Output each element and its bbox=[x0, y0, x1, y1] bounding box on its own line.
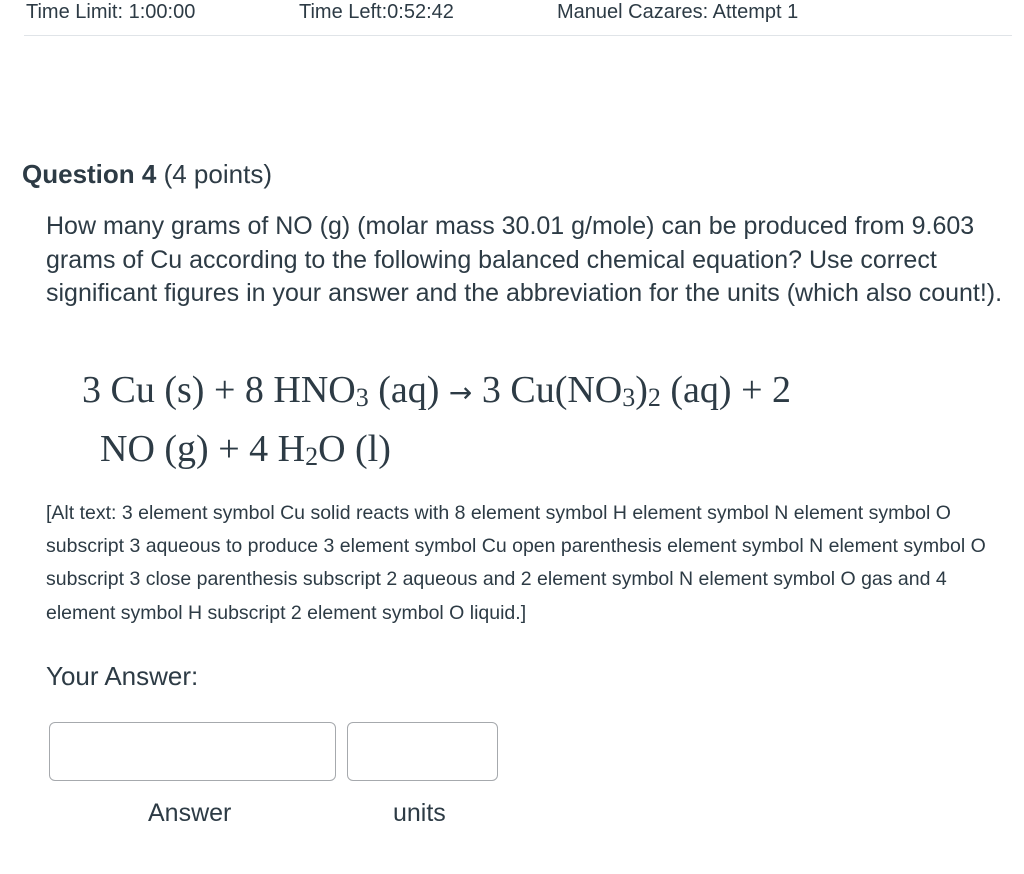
equation-subscript: 2 bbox=[647, 383, 661, 412]
reaction-arrow-icon: → bbox=[448, 376, 473, 409]
question-number: Question 4 bbox=[22, 159, 157, 189]
equation-subscript: 3 bbox=[355, 383, 369, 412]
equation-products: NO (g) + 4 H bbox=[100, 428, 306, 470]
units-field-label: units bbox=[393, 799, 446, 827]
chemical-equation bbox=[82, 362, 1002, 477]
attempt-info: Manuel Cazares: Attempt 1 bbox=[557, 1, 799, 23]
question-points: (4 points) bbox=[163, 159, 272, 189]
quiz-header bbox=[0, 0, 1024, 36]
your-answer-heading: Your Answer: bbox=[46, 661, 199, 691]
header-divider bbox=[24, 35, 1012, 36]
equation-subscript: 2 bbox=[305, 442, 319, 471]
equation-subscript: 3 bbox=[622, 383, 636, 412]
equation-products: (aq) + 2 bbox=[660, 369, 792, 411]
answer-input[interactable] bbox=[49, 722, 336, 781]
time-left: Time Left:0:52:42 bbox=[299, 1, 454, 23]
equation-line-1 bbox=[82, 362, 1002, 421]
units-input[interactable] bbox=[347, 722, 498, 781]
equation-products: ) bbox=[635, 369, 648, 411]
equation-products: 3 Cu(NO bbox=[472, 369, 623, 411]
equation-reactants: 3 Cu (s) + 8 HNO bbox=[82, 369, 356, 411]
equation-line-2 bbox=[82, 421, 1002, 477]
answer-field-label: Answer bbox=[148, 799, 232, 827]
equation-state: (aq) bbox=[368, 369, 449, 411]
equation-products: O (l) bbox=[318, 428, 391, 470]
question-text: How many grams of NO (g) (molar mass 30.01 g/mole) can be produced from 9.603 grams of Cu according to the following balanced chemical equation? Use correct significant figures in your answer and the abbreviation for the units (which also count!). bbox=[46, 212, 1003, 307]
question-title bbox=[22, 157, 272, 191]
equation-alt-text: [Alt text: 3 element symbol Cu solid reacts with 8 element symbol H element symbol N element symbol O subscript 3 aqueous to produce 3 element symbol Cu open parenthesis element symbol N element symbol O subscript 3 close parenthesis subscript 2 aqueous and 2 element symbol N element symbol O gas and 4 element symbol H subscript 2 element symbol O liquid.] bbox=[46, 502, 986, 624]
time-limit: Time Limit: 1:00:00 bbox=[26, 1, 196, 23]
